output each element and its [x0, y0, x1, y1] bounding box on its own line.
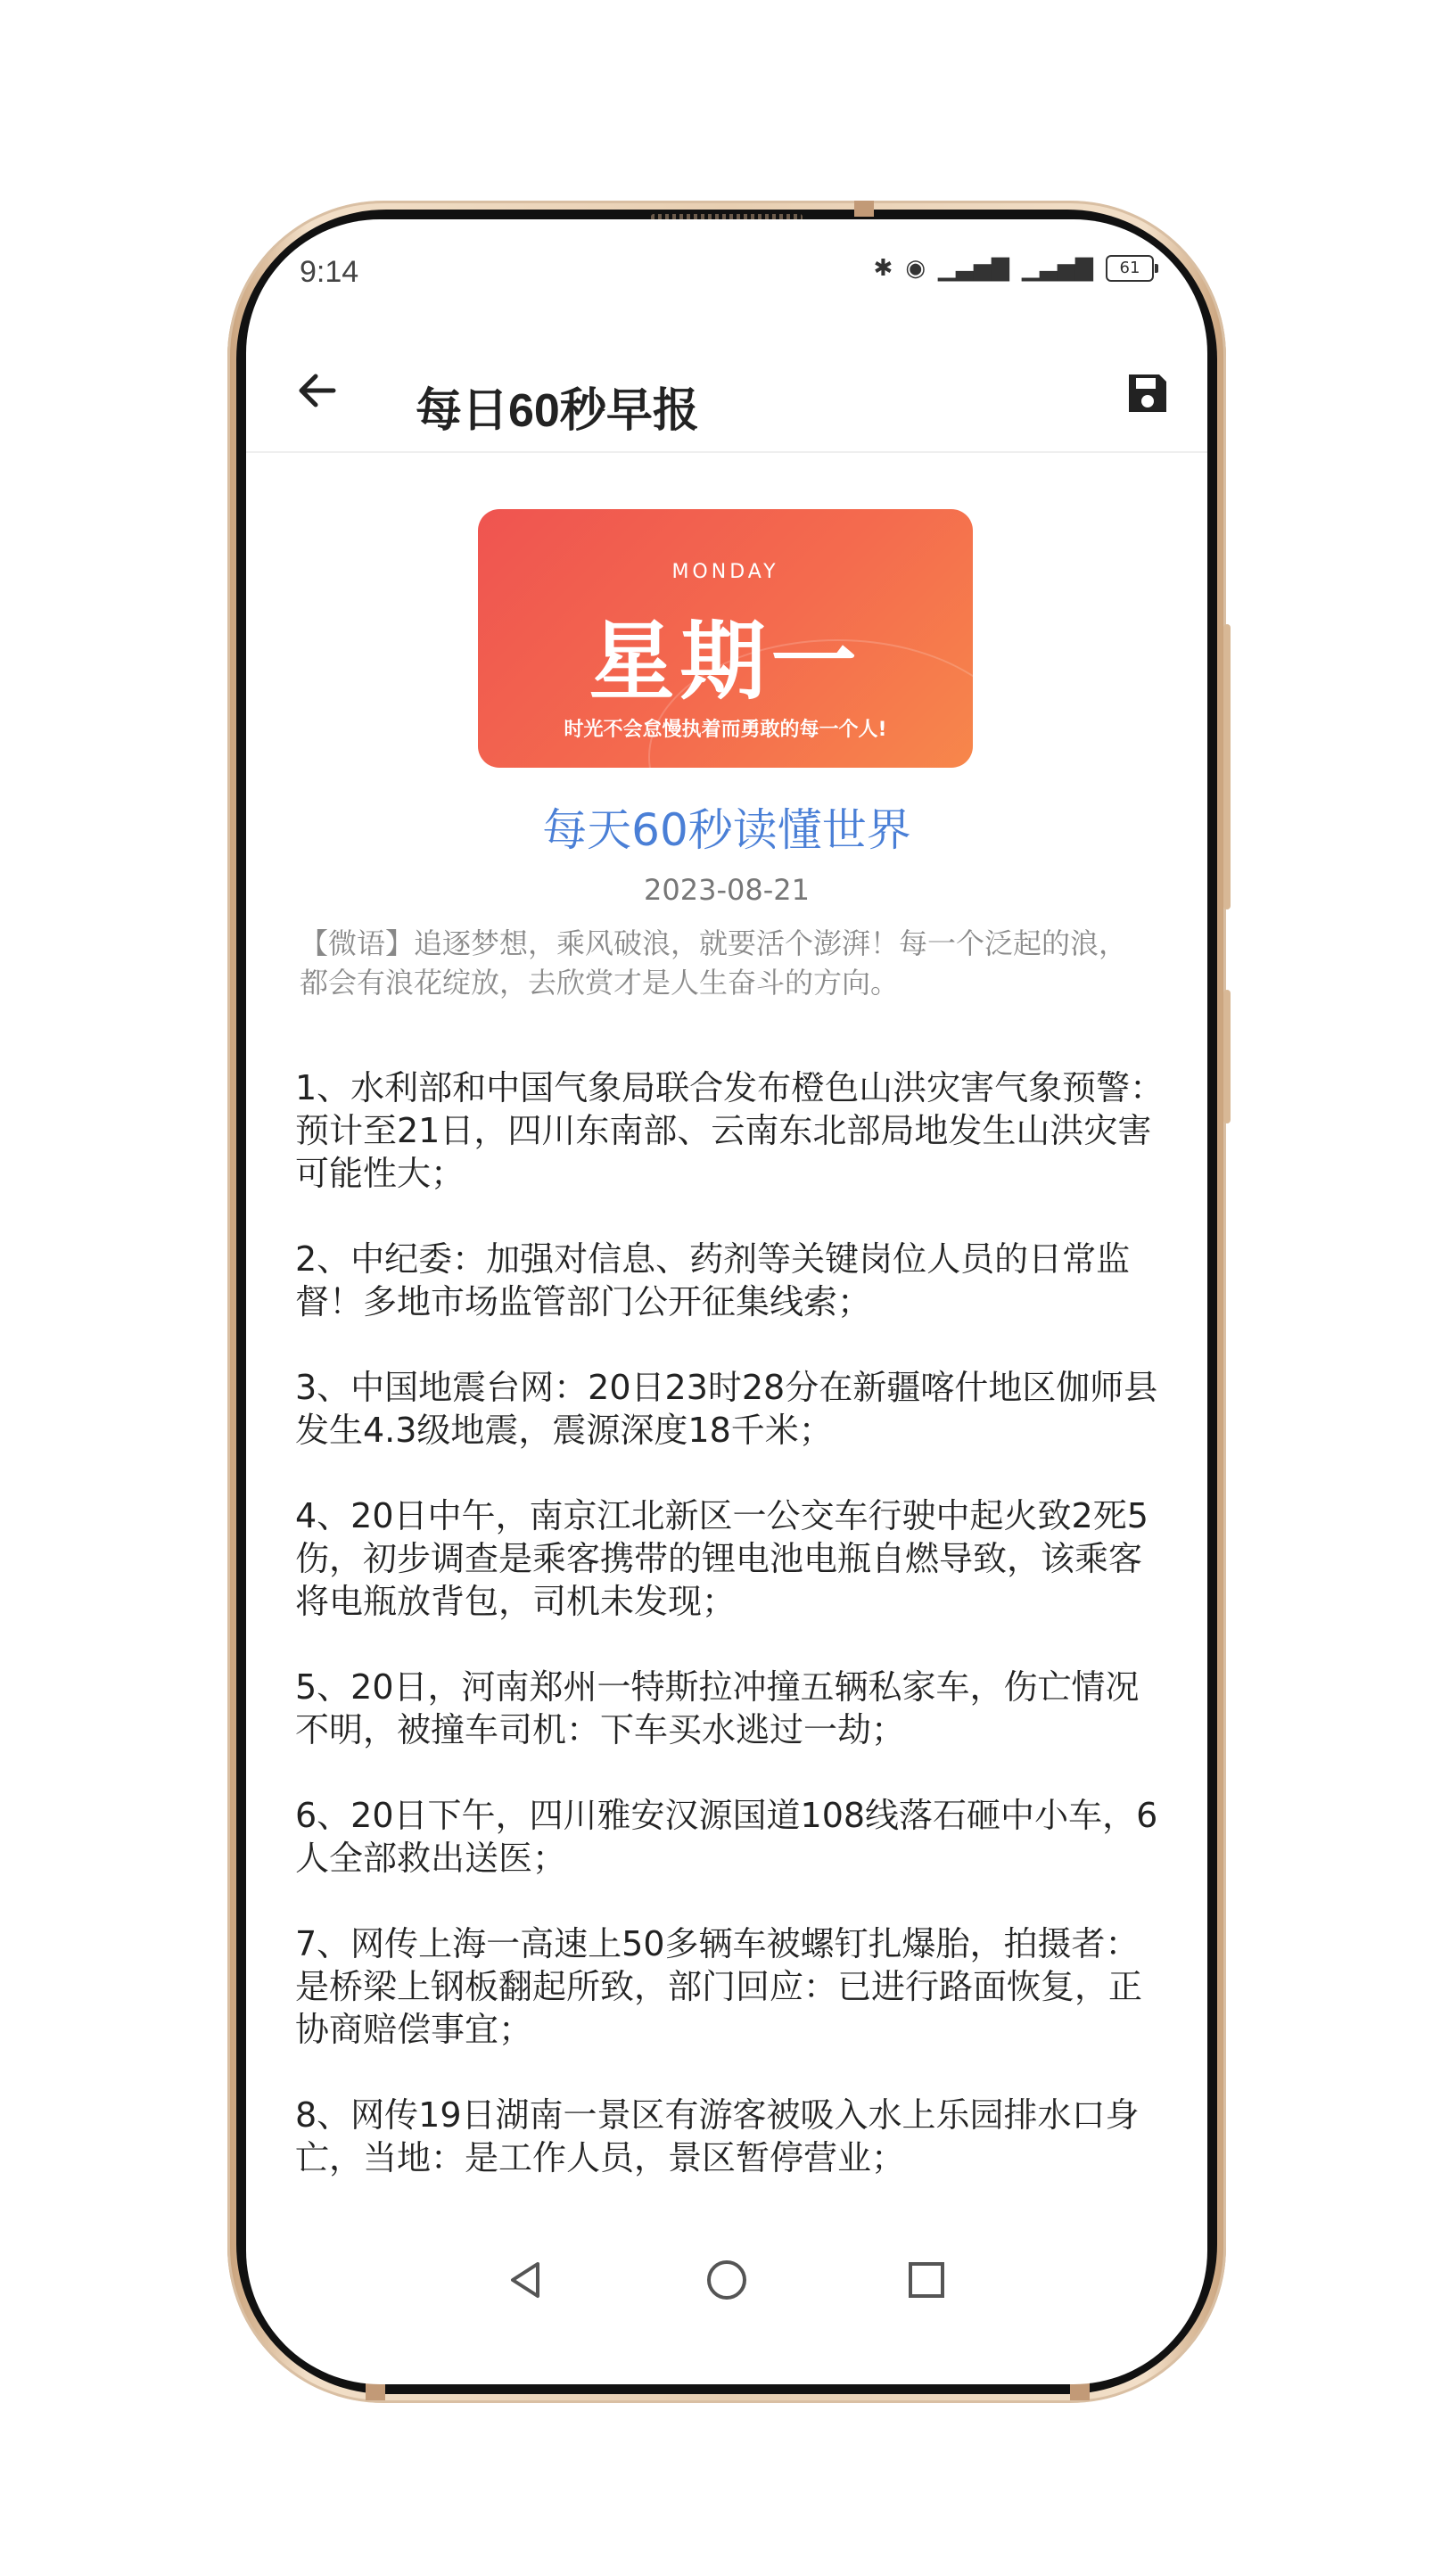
hotspot-icon: ◉ [905, 255, 926, 282]
quote-text: 追逐梦想，乘风破浪，就要活个澎湃！每一个泛起的浪，都会有浪花绽放，去欣赏才是人生奋斗的方向。 [300, 926, 1128, 1000]
status-icons [874, 255, 1154, 282]
save-icon-svg [1124, 369, 1172, 417]
banner-weekday-cn: 星期一 [589, 611, 862, 712]
antenna-band [366, 2383, 385, 2400]
bluetooth-icon: ✱ [873, 255, 893, 282]
news-list [295, 1066, 1165, 2222]
news-item: 2、中纪委：加强对信息、药剂等关键岗位人员的日常监督！多地市场监管部门公开征集线索； [295, 1239, 1131, 1321]
weekday-banner [478, 509, 973, 768]
volume-button [1223, 624, 1231, 909]
screen [246, 219, 1207, 2384]
signal-4g-icon: ▁▃▅▇ [1022, 255, 1093, 282]
nav-home-icon[interactable] [704, 2257, 750, 2303]
news-item: 4、20日中午，南京江北新区一公交车行驶中起火致2死5伤，初步调查是乘客携带的锂电池电瓶自燃导致，该乘客将电瓶放背包，司机未发现； [295, 1496, 1148, 1621]
nav-back-icon[interactable] [502, 2257, 548, 2303]
banner-weekday-en: MONDAY [671, 561, 779, 583]
banner-slogan: 时光不会怠慢执着而勇敢的每一个人! [564, 719, 887, 741]
nav-home-icon-svg [704, 2257, 750, 2303]
back-arrow-icon-svg [291, 364, 344, 417]
status-bar [246, 219, 1207, 300]
news-item: 8、网传19日湖南一景区有游客被吸入水上乐园排水口身亡，当地：是工作人员，景区暂停营业； [295, 2095, 1140, 2177]
antenna-band [854, 201, 874, 217]
nav-back-icon-svg [502, 2257, 548, 2303]
antenna-band [1070, 2383, 1090, 2400]
back-arrow-icon[interactable] [291, 364, 344, 417]
battery-icon: 61 [1106, 255, 1154, 282]
status-time: 9:14 [300, 255, 359, 289]
news-item: 3、中国地震台网：20日23时28分在新疆喀什地区伽师县发生4.3级地震，震源深度18千米； [295, 1368, 1158, 1450]
quote-prefix: 【微语】 [300, 926, 415, 960]
news-item: 6、20日下午，四川雅安汉源国道108线落石砸中小车，6人全部救出送医； [295, 1796, 1158, 1878]
power-button [1223, 990, 1231, 1123]
daily-quote [300, 924, 1154, 1002]
nav-recents-icon-svg [903, 2257, 950, 2303]
save-icon[interactable] [1124, 369, 1172, 417]
news-item: 5、20日，河南郑州一特斯拉冲撞五辆私家车，伤亡情况不明，被撞车司机：下车买水逃过一劫； [295, 1667, 1140, 1749]
news-item: 1、水利部和中国气象局联合发布橙色山洪灾害气象预警：预计至21日，四川东南部、云南东北部局地发生山洪灾害可能性大； [295, 1068, 1165, 1193]
navigation-bar [246, 2234, 1207, 2324]
headline: 每天60秒读懂世界 [542, 804, 911, 856]
report-date: 2023-08-21 [644, 873, 810, 907]
news-item: 7、网传上海一高速上50多辆车被螺钉扎爆胎，拍摄者：是桥梁上钢板翻起所致，部门回应：已进行路面恢复，正协商赔偿事宜； [295, 1924, 1143, 2049]
page-title: 每日60秒早报 [416, 385, 699, 437]
app-bar [246, 335, 1207, 453]
nav-recents-icon[interactable] [903, 2257, 950, 2303]
signal-5g-icon: ▁▃▅▇ [938, 255, 1010, 282]
